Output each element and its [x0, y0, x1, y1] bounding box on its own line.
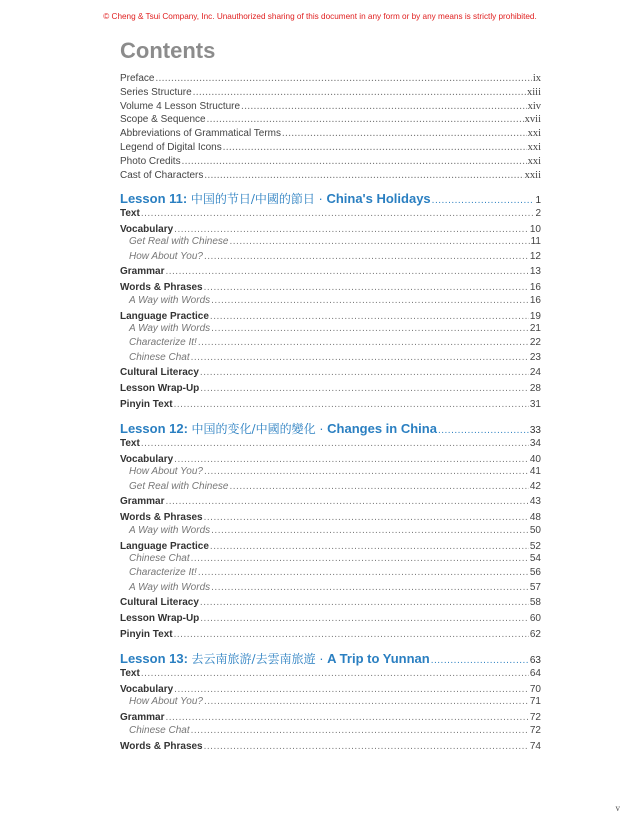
dot-leader: [282, 128, 527, 139]
toc-entry-section[interactable]: [120, 224, 541, 235]
dot-leader: [200, 383, 529, 394]
entry-label: [120, 190, 431, 207]
lesson-english-title: China's Holidays: [326, 191, 431, 206]
entry-label: How About You?: [129, 696, 203, 708]
entry-label: Series Structure: [120, 86, 192, 98]
dot-leader: [198, 567, 529, 578]
toc-entry-section[interactable]: [120, 383, 541, 394]
lesson-number: Lesson 13:: [120, 651, 188, 666]
toc-entry-front-matter[interactable]: [120, 128, 541, 139]
entry-label: Volume 4 Lesson Structure: [120, 100, 241, 112]
entry-label: Characterize It!: [129, 337, 197, 349]
entry-page-number: 52: [529, 540, 541, 552]
entry-page-number: 43: [529, 496, 541, 508]
entry-label: Preface: [120, 73, 155, 84]
dot-leader: [193, 87, 526, 98]
entry-label: Grammar: [120, 712, 165, 724]
entry-page-number: xxii: [524, 169, 541, 181]
entry-page-number: 56: [529, 567, 541, 579]
entry-label: Photo Credits: [120, 155, 181, 167]
toc-entry-lesson[interactable]: [120, 420, 541, 437]
entry-label: A Way with Words: [129, 323, 211, 335]
toc-entry-front-matter[interactable]: [120, 170, 541, 181]
toc-entry-section[interactable]: [120, 597, 541, 608]
toc-entry-front-matter[interactable]: [120, 142, 541, 153]
toc-entry-subsection[interactable]: [129, 725, 541, 736]
dot-leader: [174, 629, 529, 640]
entry-page-number: 57: [529, 581, 541, 593]
toc-entry-front-matter[interactable]: [120, 114, 541, 125]
entry-page-number: 31: [529, 399, 541, 410]
toc-entry-subsection[interactable]: [129, 295, 541, 306]
entry-label: Scope & Sequence: [120, 114, 206, 126]
dot-leader: [191, 352, 529, 363]
toc-entry-subsection[interactable]: [129, 582, 541, 593]
entry-page-number: ix: [532, 73, 541, 84]
entry-page-number: 50: [529, 524, 541, 536]
dot-leader: [207, 114, 524, 125]
dot-leader: [191, 725, 529, 736]
dot-leader: [241, 101, 527, 112]
dot-leader: [204, 282, 529, 293]
entry-label: Cultural Literacy: [120, 367, 199, 379]
entry-page-number: 11: [530, 236, 541, 248]
title-separator: ·: [315, 651, 328, 666]
lesson-chinese-title: 中国的变化/中國的變化: [191, 422, 316, 436]
toc-entry-section[interactable]: [120, 438, 541, 449]
entry-label: Text: [120, 668, 140, 679]
entry-page-number: 71: [529, 696, 541, 708]
page-number: v: [615, 803, 620, 813]
dot-leader: [200, 367, 529, 378]
entry-label: Vocabulary: [120, 683, 174, 695]
dot-leader: [191, 553, 529, 564]
toc-entry-section[interactable]: [120, 496, 541, 507]
entry-label: Characterize It!: [129, 567, 197, 579]
entry-page-number: 19: [529, 310, 541, 322]
dot-leader: [174, 399, 529, 410]
dot-leader: [210, 311, 529, 322]
dot-leader: [182, 156, 527, 167]
copyright-notice: © Cheng & Tsui Company, Inc. Unauthorized sharing of this document in any form or by any means is strictly prohibited.: [103, 12, 537, 21]
toc-entry-lesson[interactable]: [120, 190, 541, 207]
dot-leader: [165, 266, 528, 277]
entry-page-number: 24: [529, 367, 541, 379]
toc-entry-section[interactable]: [120, 266, 541, 277]
entry-label: Legend of Digital Icons: [120, 142, 222, 153]
title-separator: ·: [315, 421, 328, 436]
toc-entry-subsection[interactable]: [129, 466, 541, 477]
dot-leader: [155, 73, 531, 84]
dot-leader: [204, 170, 523, 181]
dot-leader: [211, 582, 529, 593]
entry-page-number: 2: [535, 208, 541, 219]
toc-entry-front-matter[interactable]: [120, 101, 541, 112]
entry-page-number: 63: [529, 655, 541, 666]
entry-label: A Way with Words: [129, 524, 211, 536]
dot-leader: [223, 142, 527, 153]
entry-label: A Way with Words: [129, 294, 211, 306]
entry-page-number: xxi: [527, 128, 541, 140]
toc-entry-subsection[interactable]: [129, 481, 541, 492]
lesson-number: Lesson 11:: [120, 191, 188, 206]
toc-entry-subsection[interactable]: [129, 323, 541, 334]
dot-leader: [200, 613, 529, 624]
entry-label: Pinyin Text: [120, 399, 173, 410]
entry-page-number: 42: [529, 480, 541, 492]
toc-entry-section[interactable]: [120, 684, 541, 695]
entry-page-number: 33: [529, 425, 541, 436]
toc-entry-section[interactable]: [120, 454, 541, 465]
dot-leader: [211, 295, 529, 306]
toc-entry-section[interactable]: [120, 541, 541, 552]
entry-label: Words & Phrases: [120, 282, 203, 294]
entry-page-number: 28: [529, 383, 541, 395]
entry-page-number: 22: [529, 337, 541, 349]
toc-entry-section[interactable]: [120, 399, 541, 410]
entry-page-number: 62: [529, 629, 541, 640]
lesson-english-title: Changes in China: [327, 421, 437, 436]
entry-label: Get Real with Chinese: [129, 236, 229, 248]
entry-label: Grammar: [120, 496, 165, 508]
toc-entry-section[interactable]: [120, 208, 541, 219]
entry-label: Lesson Wrap-Up: [120, 383, 200, 395]
entry-label: How About You?: [129, 466, 203, 478]
entry-page-number: 64: [529, 668, 541, 679]
toc-entry-subsection[interactable]: [129, 352, 541, 363]
toc-entry-section[interactable]: [120, 712, 541, 723]
entry-label: Text: [120, 438, 140, 449]
entry-page-number: xiv: [527, 100, 541, 112]
toc-entry-section[interactable]: [120, 367, 541, 378]
dot-leader: [431, 655, 529, 666]
lesson-chinese-title: 中国的节日/中國的節日: [190, 192, 315, 206]
entry-page-number: 21: [529, 323, 541, 335]
dot-leader: [230, 236, 530, 247]
toc-entry-front-matter[interactable]: [120, 73, 541, 84]
dot-leader: [230, 481, 529, 492]
toc-entry-subsection[interactable]: [129, 236, 541, 247]
entry-label: Abbreviations of Grammatical Terms: [120, 128, 281, 140]
entry-label: How About You?: [129, 250, 203, 262]
dot-leader: [174, 224, 529, 235]
entry-label: [120, 420, 437, 437]
dot-leader: [204, 466, 529, 477]
toc-entry-front-matter[interactable]: [120, 87, 541, 98]
entry-page-number: xxi: [527, 142, 541, 153]
entry-page-number: 48: [529, 512, 541, 524]
toc-entry-section[interactable]: [120, 613, 541, 624]
dot-leader: [211, 323, 529, 334]
dot-leader: [204, 741, 529, 752]
dot-leader: [141, 438, 529, 449]
toc-entry-section[interactable]: [120, 629, 541, 640]
toc-entry-subsection[interactable]: [129, 251, 541, 262]
entry-label: [120, 650, 430, 667]
title-separator: ·: [314, 191, 327, 206]
toc-entry-section[interactable]: [120, 311, 541, 322]
dot-leader: [204, 251, 529, 262]
toc-entry-section[interactable]: [120, 668, 541, 679]
entry-page-number: 16: [529, 282, 541, 294]
entry-page-number: 40: [529, 453, 541, 465]
entry-label: Cultural Literacy: [120, 597, 199, 609]
entry-label: A Way with Words: [129, 581, 211, 593]
entry-page-number: xvii: [524, 114, 541, 126]
lesson-number: Lesson 12:: [120, 421, 188, 436]
entry-page-number: 72: [529, 724, 541, 736]
dot-leader: [211, 525, 529, 536]
dot-leader: [174, 684, 529, 695]
dot-leader: [210, 541, 529, 552]
entry-label: Get Real with Chinese: [129, 480, 229, 492]
entry-label: Text: [120, 208, 140, 219]
dot-leader: [141, 208, 535, 219]
dot-leader: [198, 337, 529, 348]
dot-leader: [438, 425, 529, 436]
toc-entry-lesson[interactable]: [120, 650, 541, 667]
lesson-chinese-title: 去云南旅游/去雲南旅遊: [191, 652, 316, 666]
toc-entry-section[interactable]: [120, 282, 541, 293]
entry-label: Vocabulary: [120, 453, 174, 465]
entry-page-number: 70: [529, 683, 541, 695]
toc-entry-front-matter[interactable]: [120, 156, 541, 167]
entry-page-number: 12: [529, 250, 541, 262]
entry-page-number: 74: [529, 740, 541, 752]
toc-entry-subsection[interactable]: [129, 696, 541, 707]
toc-entry-section[interactable]: [120, 741, 541, 752]
entry-label: Chinese Chat: [129, 553, 190, 565]
lesson-english-title: A Trip to Yunnan: [327, 651, 430, 666]
dot-leader: [165, 496, 528, 507]
toc-entry-subsection[interactable]: [129, 525, 541, 536]
contents-heading: Contents: [120, 38, 216, 63]
entry-label: Lesson Wrap-Up: [120, 613, 200, 625]
entry-page-number: 72: [529, 712, 541, 724]
dot-leader: [432, 195, 535, 206]
entry-label: Chinese Chat: [129, 724, 190, 736]
entry-page-number: 58: [529, 597, 541, 609]
toc-entry-section[interactable]: [120, 512, 541, 523]
dot-leader: [141, 668, 529, 679]
dot-leader: [204, 512, 529, 523]
entry-label: Language Practice: [120, 310, 209, 322]
entry-page-number: 1: [535, 195, 541, 206]
entry-label: Vocabulary: [120, 223, 174, 235]
toc-entry-subsection[interactable]: [129, 553, 541, 564]
entry-page-number: 60: [529, 613, 541, 625]
entry-label: Words & Phrases: [120, 512, 203, 524]
entry-page-number: 13: [529, 266, 541, 278]
entry-label: Cast of Characters: [120, 169, 204, 181]
entry-label: Grammar: [120, 266, 165, 278]
entry-page-number: 16: [529, 294, 541, 306]
entry-label: Language Practice: [120, 540, 209, 552]
dot-leader: [174, 454, 529, 465]
dot-leader: [165, 712, 528, 723]
entry-page-number: 41: [529, 466, 541, 478]
entry-label: Chinese Chat: [129, 351, 190, 363]
entry-label: Pinyin Text: [120, 629, 173, 640]
entry-label: Words & Phrases: [120, 740, 203, 752]
toc-entry-subsection[interactable]: [129, 337, 541, 348]
entry-page-number: 23: [529, 351, 541, 363]
entry-page-number: xxi: [527, 155, 541, 167]
dot-leader: [204, 696, 529, 707]
entry-page-number: 10: [529, 223, 541, 235]
toc-entry-subsection[interactable]: [129, 567, 541, 578]
entry-page-number: xiii: [526, 86, 541, 98]
dot-leader: [200, 597, 529, 608]
entry-page-number: 54: [529, 553, 541, 565]
entry-page-number: 34: [529, 438, 541, 449]
